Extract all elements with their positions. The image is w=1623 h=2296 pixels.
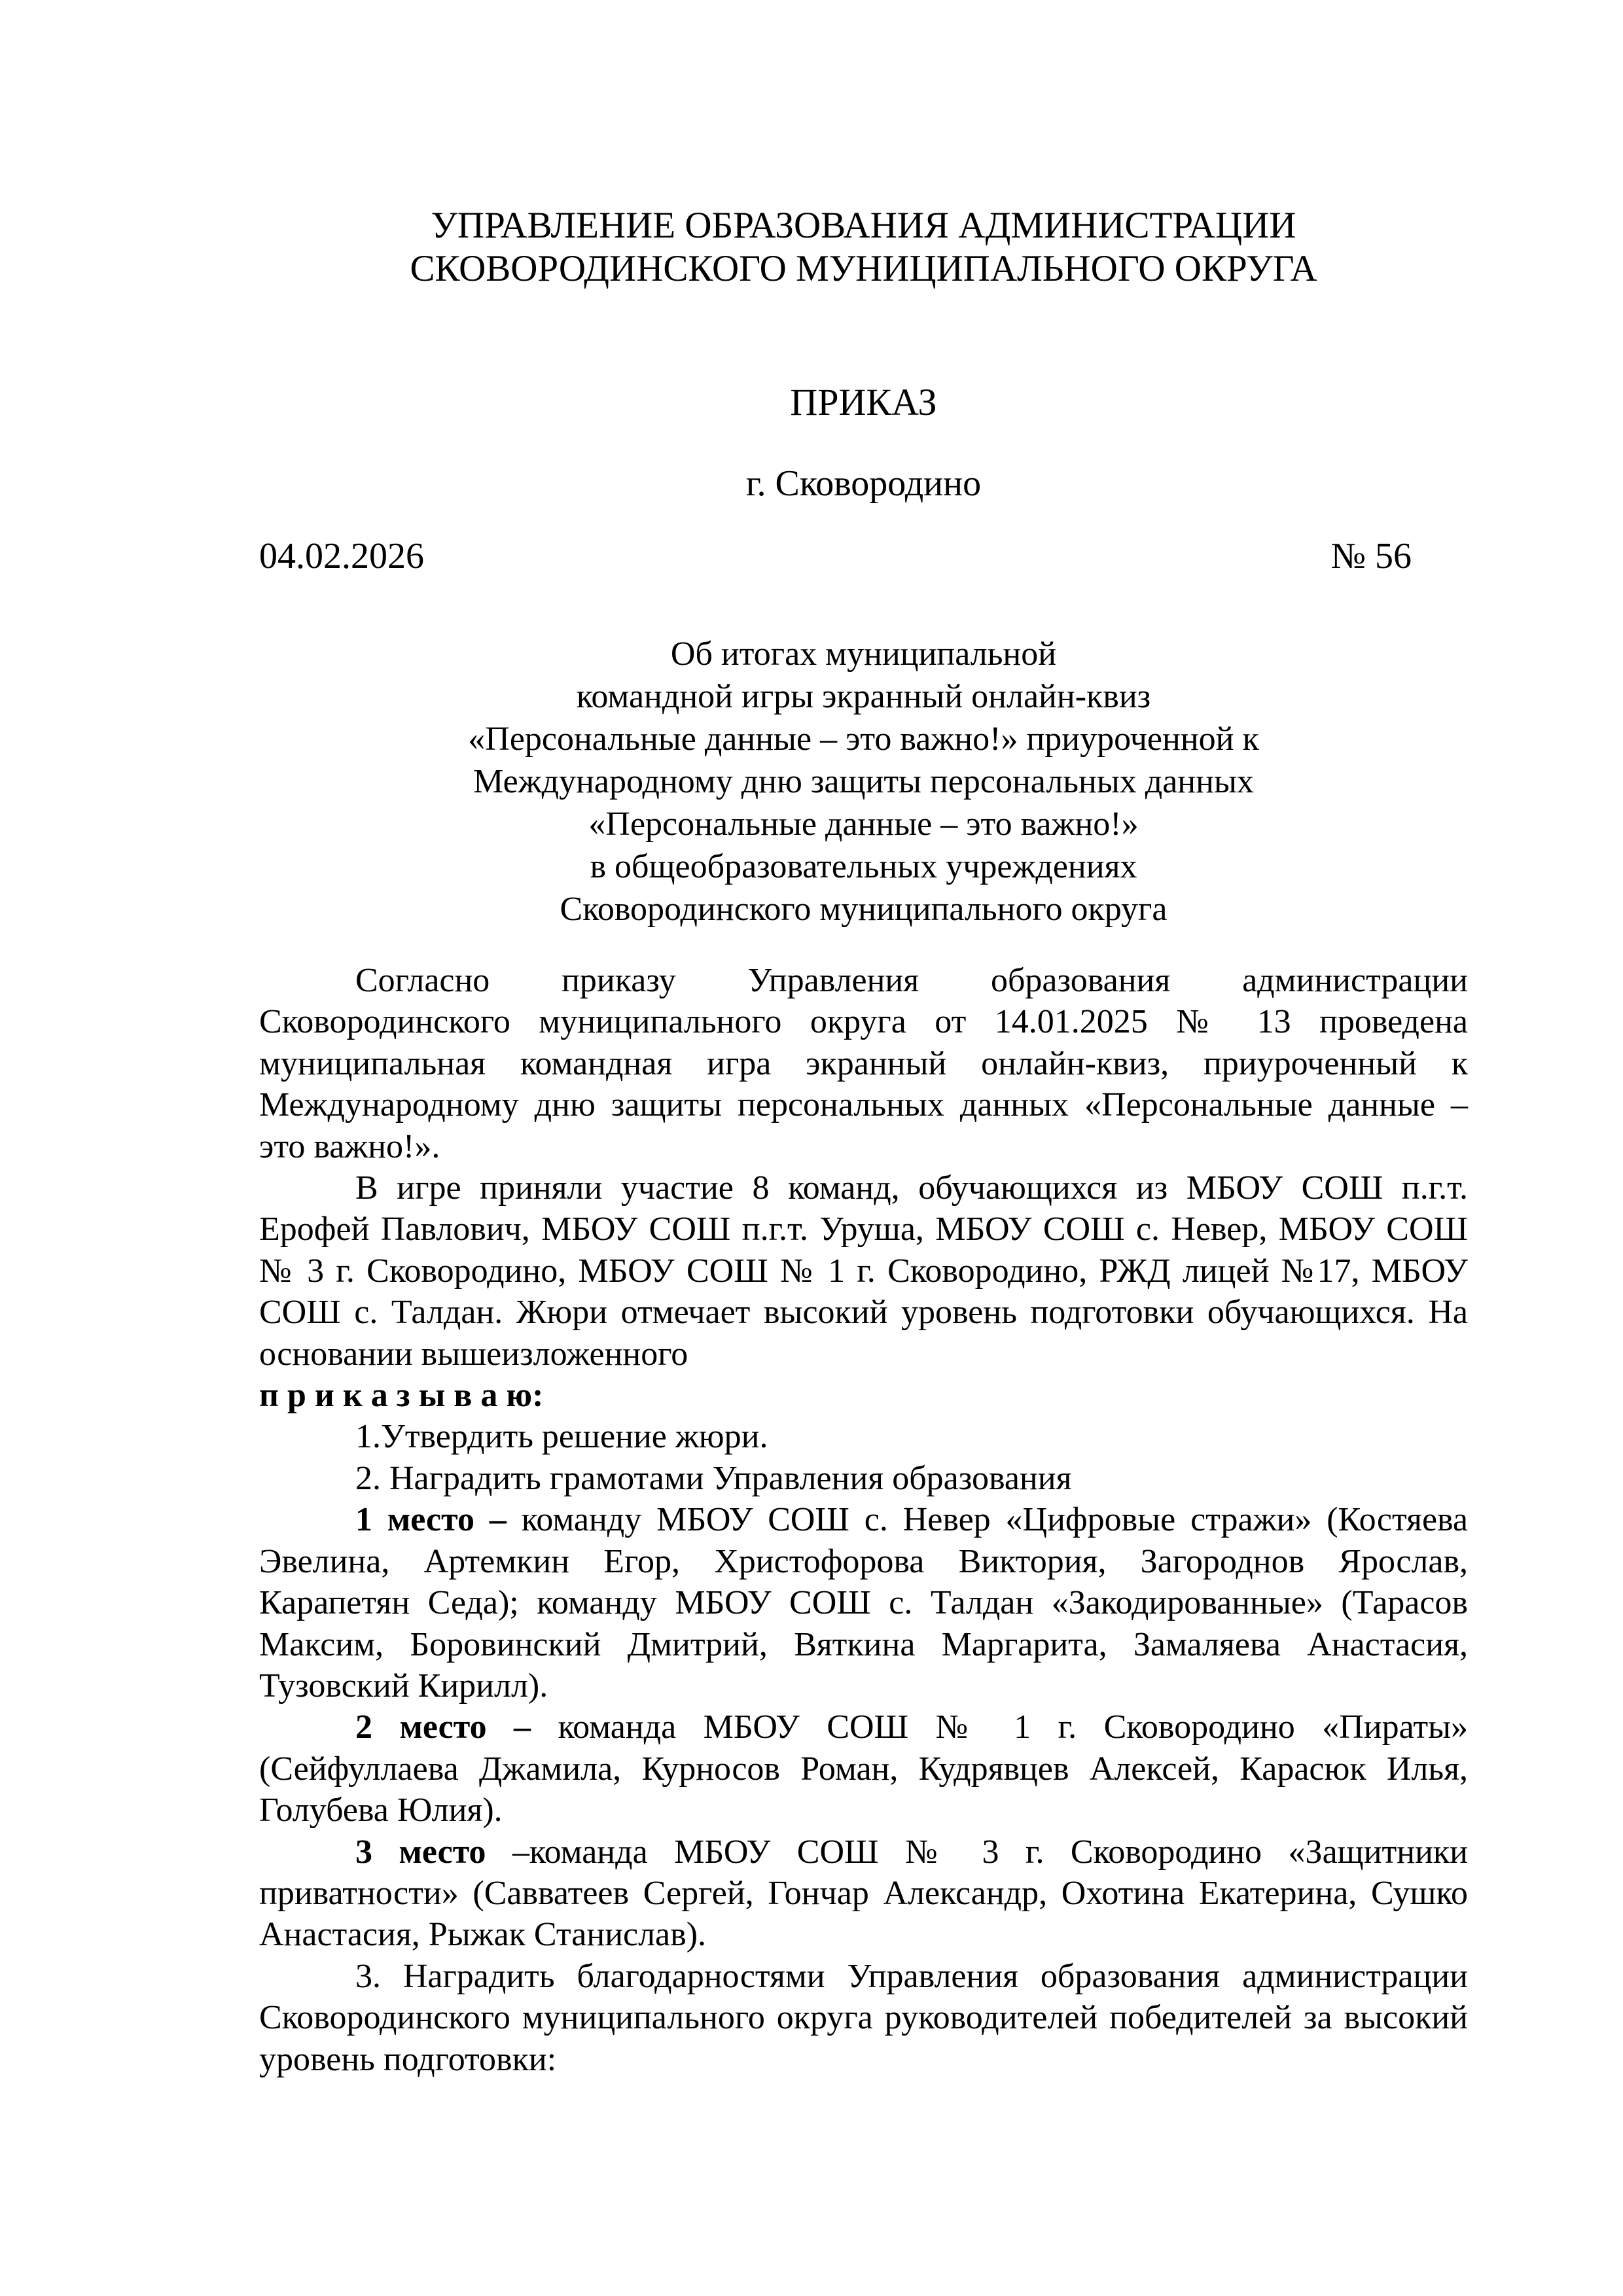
document-type-title: ПРИКАЗ — [790, 381, 937, 423]
first-place-label: 1 место – — [355, 1501, 522, 1539]
letterhead — [259, 204, 1468, 291]
subject-line: в общеобразовательных учреждениях — [590, 848, 1137, 885]
third-place-label: 3 место — [355, 1833, 513, 1871]
order-item-3: 3. Наградить благодарностями Управления образования администрации Сковородинского муниципального округа руководителей победителей за высокий уровень подготовки: — [259, 1957, 1468, 2078]
decree-word: п р и к а з ы в а ю: — [259, 1377, 544, 1415]
paragraph-participants: В игре приняли участие 8 команд, обучающихся из МБОУ СОШ п.г.т. Ерофей Павлович, МБОУ СОШ п.г.т. Уруша, МБОУ СОШ с. Невер, МБОУ СОШ № 3 г. Сковородино, МБОУ СОШ № 1 г. Сковородино, РЖД лицей №17, МБОУ СОШ с. Талдан. Жюри отмечает высокий уровень подготовки обучающихся. На основании вышеизложенного — [259, 1169, 1468, 1373]
subject-line: Международному дню защиты персональных данных — [473, 763, 1254, 800]
subject-line: Об итогах муниципальной — [670, 635, 1057, 673]
award-second-place — [259, 1706, 1468, 1831]
body-text — [259, 960, 1468, 2080]
meta-row — [259, 535, 1468, 578]
award-first-place — [259, 1499, 1468, 1706]
award-third-place — [259, 1831, 1468, 1956]
document-number: № 56 — [1330, 536, 1412, 576]
document-date: 04.02.2026 — [259, 536, 424, 576]
first-place-text: команду МБОУ СОШ с. Невер «Цифровые стражи» (Костяева Эвелина, Артемкин Егор, Христофорова Виктория, Загороднов Ярослав, Карапетян Седа); команду МБОУ СОШ с. Талдан «Закодированные» (Тарасов Максим, Боровинский Дмитрий, Вяткина Маргарита, Замаляева Анастасия, Тузовский Кирилл). — [259, 1501, 1468, 1704]
subject-line: «Персональные данные – это важно!» приуроченной к — [468, 720, 1259, 758]
third-place-text: –команда МБОУ СОШ № 3 г. Сковородино «Защитники приватности» (Савватеев Сергей, Гончар Александр, Охотина Екатерина, Сушко Анастасия, Рыжак Станислав). — [259, 1833, 1468, 1954]
subject-line: командной игры экранный онлайн-квиз — [576, 678, 1151, 715]
order-item-2: 2. Наградить грамотами Управления образования — [355, 1459, 1072, 1497]
subject-line: «Персональные данные – это важно!» — [588, 805, 1139, 843]
letterhead-line2: СКОВОРОДИНСКОГО МУНИЦИПАЛЬНОГО ОКРУГА — [410, 248, 1317, 289]
order-item-1: 1.Утвердить решение жюри. — [355, 1418, 768, 1456]
subject-block — [259, 633, 1468, 930]
subject-line: Сковородинского муниципального округа — [560, 891, 1168, 928]
letterhead-line1: УПРАВЛЕНИЕ ОБРАЗОВАНИЯ АДМИНИСТРАЦИИ — [431, 205, 1296, 246]
place-line: г. Сковородино — [745, 463, 982, 504]
second-place-label: 2 место – — [355, 1708, 558, 1746]
paragraph-basis: Согласно приказу Управления образования администрации Сковородинского муниципального округа от 14.01.2025 № 13 проведена муниципальная командная игра экранный онлайн-квиз, приуроченный к Международному дню защиты персональных данных «Персональные данные – это важно!». — [259, 962, 1468, 1165]
second-place-text: команда МБОУ СОШ № 1 г. Сковородино «Пираты» (Сейфуллаева Джамила, Курносов Роман, Кудрявцев Алексей, Карасюк Илья, Голубева Юлия). — [259, 1708, 1469, 1829]
